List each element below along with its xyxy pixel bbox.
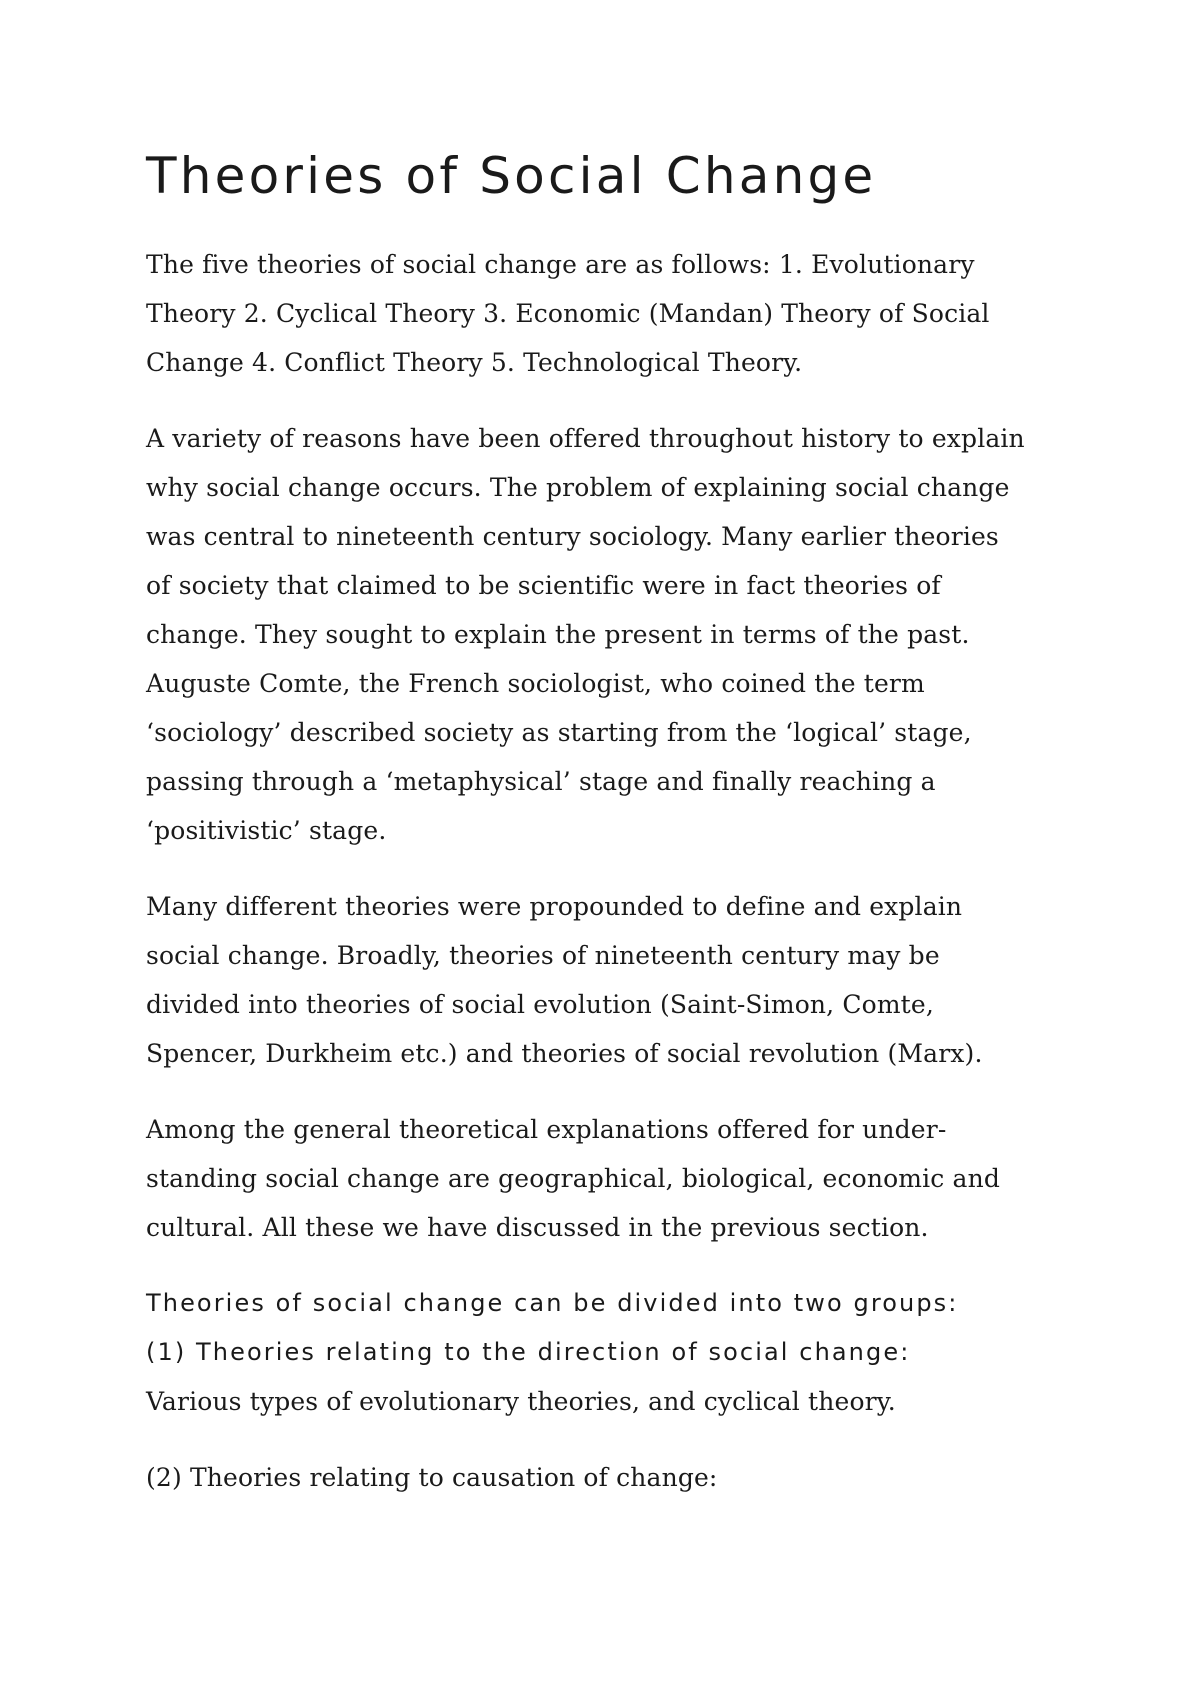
text-line: social change. Broadly, theories of nineteenth century may be (146, 941, 940, 970)
text-line: ‘sociology’ described society as starting from the ‘logical’ stage, (146, 718, 972, 747)
text-line: change. They sought to explain the present in terms of the past. (146, 620, 970, 649)
text-line: Theories of social change can be divided into two groups: (146, 1289, 959, 1317)
paragraph-explanations (146, 1105, 1070, 1252)
text-line: standing social change are geographical, biological, economic and (146, 1164, 1001, 1193)
text-line: (1) Theories relating to the direction of social change: (146, 1338, 911, 1366)
text-line: was central to nineteenth century sociology. Many earlier theories (146, 522, 999, 551)
text-line: divided into theories of social evolution (Saint-Simon, Comte, (146, 990, 934, 1019)
paragraph-nineteenth-century (146, 882, 1070, 1078)
text-line: of society that claimed to be scientific were in fact theories of (146, 571, 941, 600)
text-line: Many different theories were propounded to define and explain (146, 892, 963, 921)
text-line: ‘positivistic’ stage. (146, 816, 387, 845)
paragraph-two-groups (146, 1279, 1070, 1426)
text-line: why social change occurs. The problem of explaining social change (146, 473, 1010, 502)
paragraph-causation (146, 1453, 1070, 1502)
text-line: cultural. All these we have discussed in the previous section. (146, 1213, 929, 1242)
paragraph-theories-list (146, 240, 1070, 387)
text-line: A variety of reasons have been offered throughout history to explain (146, 424, 1025, 453)
text-line: (2) Theories relating to causation of change: (146, 1463, 718, 1492)
text-line: Various types of evolutionary theories, and cyclical theory. (146, 1387, 896, 1416)
page-title: Theories of Social Change (146, 147, 877, 205)
text-line: Among the general theoretical explanations offered for under- (146, 1115, 947, 1144)
text-line: Change 4. Conflict Theory 5. Technological Theory. (146, 348, 803, 377)
text-line: Spencer, Durkheim etc.) and theories of social revolution (Marx). (146, 1039, 983, 1068)
paragraph-history (146, 414, 1070, 855)
text-line: The five theories of social change are as follows: 1. Evolutionary (146, 250, 975, 279)
text-line: Theory 2. Cyclical Theory 3. Economic (Mandan) Theory of Social (146, 299, 990, 328)
text-line: passing through a ‘metaphysical’ stage and finally reaching a (146, 767, 936, 796)
text-line: Auguste Comte, the French sociologist, who coined the term (146, 669, 925, 698)
